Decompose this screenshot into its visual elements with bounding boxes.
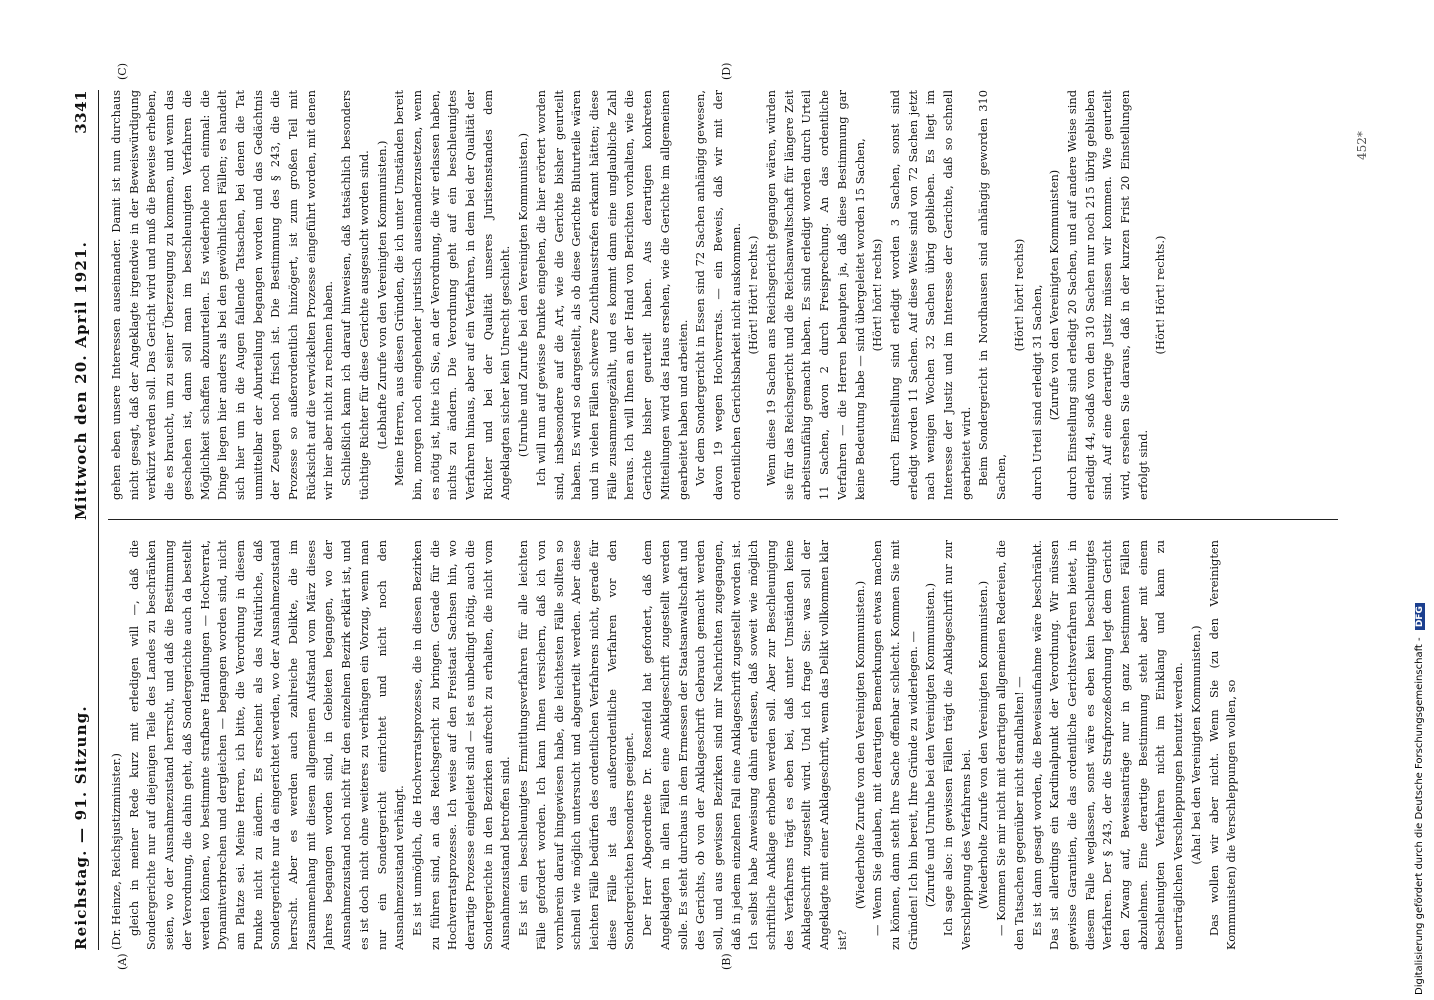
paragraph: Der Herr Abgeordnete Dr. Rosenfeld hat gefordert, daß dem Angeklagten in allen Fällen eine Anklageschrift zugestellt werden solle. Es steht durchaus in dem Ermessen der Staatsanwaltschaft und des Gerichts, ob von der Anklageschrift Gebrauch gemacht werden soll, und aus gewissen Bezirken sind mir Nachrichten zugegangen, daß in jedem einzelnen Fall eine Anklageschrift zugestellt worden ist. Ich selbst habe Anweisung dahin erlassen, daß soweit wie möglich schriftliche Anklage erhoben werden soll. Aber zur Beschleunigung des Verfahrens trägt es eben bei, daß unter Umständen keine Anklageschrift zugestellt wird. Und ich frage Sie: was soll der Angeklagte mit einer Anklageschrift, wenn das Delikt vollkommen klar ist?: [640, 540, 849, 950]
paragraph: durch Einstellung sind erledigt worden 3 Sachen, sonst sind erledigt worden 11 Sachen. Auf diese Weise sind von 72 Sachen jetzt nach wenigen Wochen 32 Sachen übrig geblieben. Es liegt im Interesse der Justiz und im Interesse der Gerichte, daß so schnell gearbeitet wird.: [887, 90, 973, 500]
paragraph: durch Einstellung sind erledigt 20 Sachen, und auf andere Weise sind erledigt 44, sodaß von den 310 Sachen nur noch 215 übrig geblieben sind. Auf eine derartige Justiz müssen wir kommen. Wie geurteilt wird, ersehen Sie daraus, daß in der kurzen Frist 20 Einstellungen erfolgt sind.: [1064, 90, 1150, 500]
right-column: [108, 90, 1348, 500]
interjection: (Unruhe und Zurufe bei den Vereinigten Kommunisten.): [516, 132, 531, 458]
header-left: Reichstag. — 91. Sitzung.: [72, 705, 90, 950]
paragraph: gleich in meiner Rede kurz mit erledigen will —, daß die Sondergerichte nur auf diejenigen Teile des Landes zu beschränken seien, wo der Ausnahmezustand herrscht, und daß die Bestimmung der Verordnung, die dahin geht, daß Sondergerichte auch da bestellt werden können, wo bestimmte strafbare Handlungen — Hochverrat, Dynamitverbrechen und dergleichen — begangen worden sind, nicht am Platze sei. Meine Herren, ich bitte, die Verordnung in diesem Punkte nicht zu ändern. Es erscheint als das Natürliche, daß Sondergerichte nur da eingerichtet werden, wo der Ausnahmezustand herrscht. Aber es werden auch zahlreiche Delikte, die im Zusammenhang mit diesem allgemeinen Aufstand vom März dieses Jahres begangen worden sind, in Gebieten begangen, wo der Ausnahmezustand noch nicht für den einzelnen Bezirk erklärt ist, und es ist doch nicht ohne weiteres zu verhängen ein Vorzug, wenn man nur ein Sondergericht einrichtet und nicht noch den Ausnahmezustand verhängt.: [126, 540, 407, 950]
credit-text: Digitalisierung gefördert durch die Deutsche Forschungsgemeinschaft -: [1414, 637, 1425, 995]
margin-marker-d: (D): [720, 62, 733, 80]
paragraph: Ich sage also: in gewissen Fällen trägt die Anklageschrift nur zur Verschleppung des Verfahrens bei.: [941, 540, 973, 950]
digitization-credit: [1414, 5, 1425, 995]
paragraph: Ich will nun auf gewisse Punkte eingehen, die hier erörtert worden sind, insbesondere auf die Art, wie die Gerichte bisher geurteilt haben. Es wird so dargestellt, als ob diese Gerichte Bluturteile wären und in vielen Fällen schwere Zuchthausstrafen erkannt hätten; diese Fälle zusammengezählt, und es kommt dann eine unglaubliche Zahl heraus. Ich will Ihnen an der Hand von Berichten vorhalten, wie die Gerichte bisher geurteilt haben. Aus derartigen konkreten Mitteilungen wird das Haus ersehen, wie die Gerichte im allgemeinen gearbeitet haben und arbeiten.: [533, 90, 690, 500]
interjection: (Lebhafte Zurufe von den Vereinigten Kommunisten.): [374, 140, 389, 450]
interjection: (Aha! bei den Vereinigten Kommunisten.): [1188, 625, 1203, 865]
paragraph: Vor dem Sondergericht in Essen sind 72 Sachen anhängig gewesen, davon 19 wegen Hochverrats. — ein Beweis, daß wir mit der ordentlichen Gerichtsbarkeit nicht auskommen.: [693, 90, 743, 500]
header-rule: [98, 90, 99, 950]
interjection: (Hört! Hört! rechts.): [746, 235, 761, 355]
paragraph: Es ist dann gesagt worden, die Beweisaufnahme wäre beschränkt. Das ist allerdings ein Kardinalpunkt der Verordnung. Wir müssen gewisse Garantien, die das ordentliche Gerichtsverfahren bietet, in diesem Falle weglassen, sonst wäre es eben kein beschleunigtes Verfahren. Der § 243, der die Strafprozeßordnung legt dem Gericht den Zwang auf, Beweisanträge nur in ganz bestimmten Fällen abzulehnen. Eine derartige Bestimmung steht aber mit einem beschleunigten Verfahren nicht im Einklang und kann zu unerträglichen Verschleppungen benutzt werden.: [1029, 540, 1186, 950]
interjection: (Wiederholte Zurufe von den Vereinigten Kommunisten.): [852, 580, 867, 910]
margin-marker-c: (C): [116, 63, 129, 80]
paragraph: — Kommen Sie mir nicht mit derartigen allgemeinen Redereien, die den Tatsachen gegenüber nicht standhalten! —: [994, 540, 1026, 950]
interjection: (Zurufe von den Vereinigten Kommunisten): [1047, 169, 1062, 421]
interjection: (Wiederholte Zurufe von den Vereinigten Kommunisten.): [976, 580, 991, 910]
speaker-line: (Dr. Heinze, Reichsjustizminister.): [109, 753, 123, 950]
page-header: [72, 90, 98, 950]
interjection: (Hört! hört! rechts): [1011, 238, 1026, 352]
paragraph: durch Urteil sind erledigt 31 Sachen,: [1029, 284, 1044, 500]
header-page-number: 3341: [72, 90, 90, 134]
paragraph: Schließlich kann ich darauf hinweisen, daß tatsächlich besonders tüchtige Richter für diese Gerichte ausgesucht worden sind.: [339, 90, 371, 500]
interjection: (Hört! Hört! rechts.): [1153, 235, 1168, 355]
signature-number: 452*: [1355, 131, 1369, 160]
paragraph: Wenn diese 19 Sachen ans Reichsgericht gegangen wären, würden sie für das Reichsgericht und die Reichsanwaltschaft für längere Zeit arbeitsunfähig gemacht haben. Es sind erledigt worden durch Urteil 11 Sachen, davon 2 durch Freisprechung. An das ordentliche Verfahren — die Herren behaupten ja, daß diese Bestimmung gar keine Bedeutung habe — sind übergeleitet worden 15 Sachen,: [764, 90, 867, 500]
column-divider: [108, 519, 1338, 520]
paragraph: — Wenn Sie glauben, mit derartigen Bemerkungen etwas machen zu können, dann steht Ihre Sache offenbar schlecht. Kommen Sie mit Gründen! Ich bin bereit, Ihre Gründe zu widerlegen. —: [870, 540, 920, 950]
paragraph: Das wollen wir aber nicht. Wenn Sie (zu den Vereinigten Kommunisten) die Verschleppungen wollen, so: [1206, 540, 1239, 950]
margin-marker-a: (A): [116, 953, 129, 970]
margin-marker-b: (B): [720, 953, 733, 970]
dfg-logo: DFG: [1415, 603, 1425, 630]
interjection: (Zurufe und Unruhe bei den Vereinigten Kommunisten.): [923, 582, 938, 908]
paragraph: Es ist ein beschleunigtes Ermittlungsverfahren für alle leichten Fälle gefordert worden. Ich kann Ihnen versichern, daß ich von vornherein darauf hingewiesen habe, die leichtesten Fälle sollten so schnell wie möglich untersucht und abgeurteilt werden. Aber diese leichten Fälle bedürfen des ordentlichen Verfahrens nicht, gerade für diese Fälle ist das außerordentliche Verfahren vor den Sondergerichten besonders geeignet.: [516, 540, 637, 950]
paragraph: Es ist unmöglich, die Hochverratsprozesse, die in diesen Bezirken zu führen sind, an das Reichsgericht zu bringen. Gerade für die Hochverratsprozesse. Ich weise auf den Freistaat Sachsen hin, wo derartige Prozesse eingeleitet sind — ist es unbedingt nötig, auch die Sondergerichte in den Bezirken aufrecht zu erhalten, die nicht vom Ausnahmezustand betroffen sind.: [409, 540, 513, 950]
paragraph: Beim Sondergericht in Nordhausen sind anhängig geworden 310 Sachen,: [976, 90, 1009, 500]
interjection: (Hört! hört! rechts): [870, 238, 885, 352]
paragraph: Meine Herren, aus diesen Gründen, die ich unter Umständen bereit bin, morgen noch eingehender juristisch auseinanderzusetzen, wenn es nötig ist, bitte ich Sie, an der Verordnung, die wir erlassen haben, nichts zu ändern. Die Verordnung geht auf ein beschleunigtes Verfahren hinaus, aber auf ein Verfahren, in dem bei der Qualität der Richter und bei der Qualität unseres Juristenstandes dem Angeklagten sicher kein Unrecht geschieht.: [392, 90, 513, 500]
rotated-newspaper-page: [20, 62, 1400, 990]
header-date: Mittwoch den 20. April 1921.: [72, 240, 90, 520]
paragraph: gehen eben unsere Interessen auseinander. Damit ist nun durchaus nicht gesagt, daß der Angeklagte irgendwie in der Beweiswürdigung verkürzt werden soll. Das Gericht wird und muß die Beweise erheben, die es braucht, um zu seiner Überzeugung zu kommen, und wenn das geschehen ist, dann soll man im beschleunigten Verfahren die Möglichkeit schaffen abzuurteilen. Es wiederhole noch einmal: die Dinge liegen hier anders als bei den gewöhnlichen Fällen; es handelt sich hier um in die Augen fallende Tatsachen, bei denen die Tat unmittelbar der Aburteilung begangen worden und das Gedächtnis der Zeugen noch frisch ist. Die Bestimmung des § 243, die die Prozesse so außerordentlich hinzögert, ist zum großen Teil mit Rücksicht auf die verwickelten Prozesse eingeführt worden, mit denen wir hier aber nicht zu rechnen haben.: [109, 90, 336, 500]
left-column: [108, 540, 1348, 950]
